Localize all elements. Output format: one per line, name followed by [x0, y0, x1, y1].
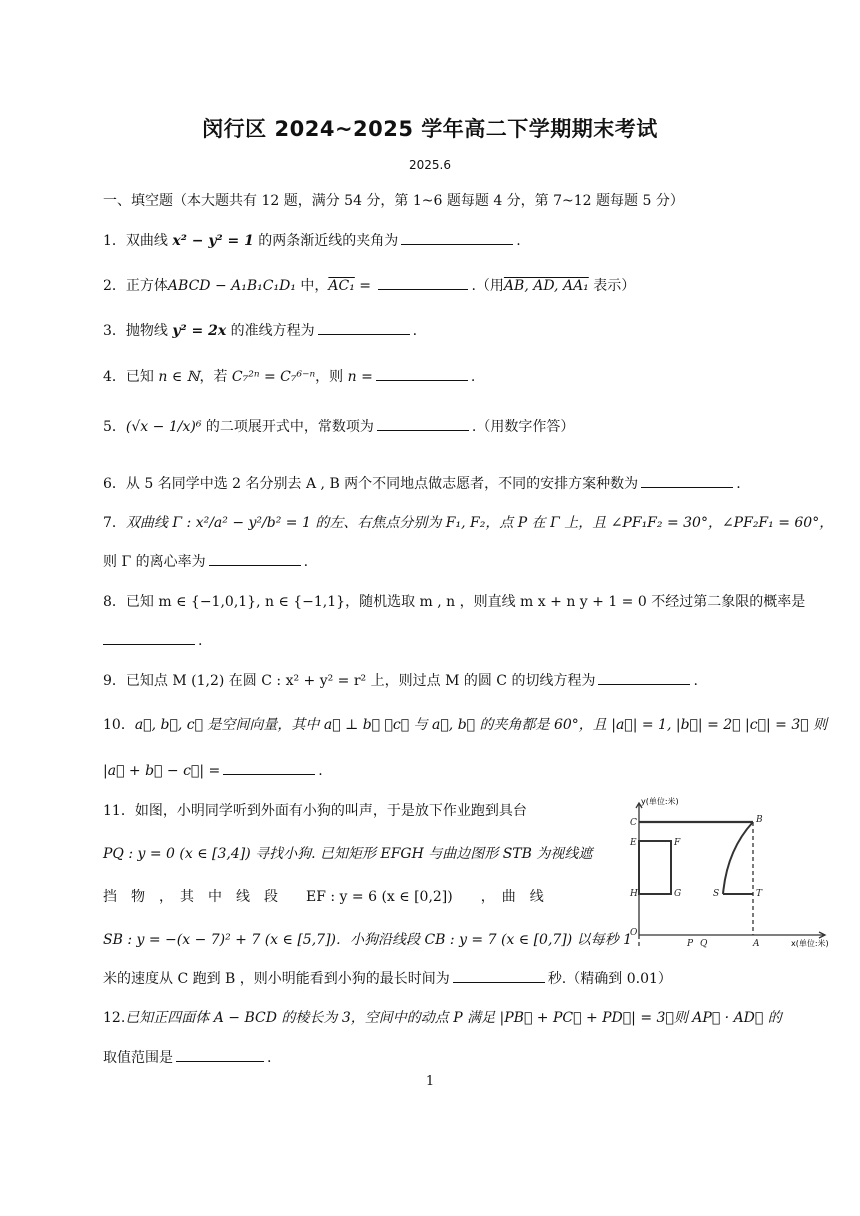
question-12: 12.已知正四面体 A − BCD 的棱长为 3，空间中的动点 P 满足 |PB⃗ + PC⃗ + PD⃗| = 3，则 AP⃗ · AD⃗ 的	[103, 1010, 782, 1026]
question-10-line-2: |a⃗ + b⃗ − c⃗| = .	[103, 760, 323, 779]
answer-blank[interactable]	[598, 670, 690, 685]
answer-blank[interactable]	[209, 551, 301, 566]
question-11-line-5: 米的速度从 C 跑到 B ，则小明能看到小狗的最长时间为 秒.（精确到 0.01）	[103, 968, 672, 988]
answer-blank[interactable]	[378, 275, 468, 290]
point-label-g: G	[674, 889, 682, 899]
question-number: 4．	[103, 369, 126, 385]
point-label-t: T	[756, 889, 763, 899]
question-number: 11．	[103, 803, 135, 819]
point-label-a: A	[753, 939, 760, 949]
question-1: 1．双曲线 x² − y² = 1 的两条渐近线的夹角为 .	[103, 230, 521, 250]
answer-blank[interactable]	[641, 473, 733, 488]
question-7: 7．双曲线 Γ : x²/a² − y²/b² = 1 的左、右焦点分别为 F₁, F₂，点 P 在 Γ 上，且 ∠PF₁F₂ = 30°，∠PF₂F₁ = 60°，	[103, 515, 834, 531]
question-11: 11．如图，小明同学听到外面有小狗的叫声，于是放下作业跑到具台	[103, 803, 527, 819]
question-7-line-2: 则 Γ 的离心率为 .	[103, 551, 308, 571]
question-11-line-2: PQ : y = 0 (x ∈ [3,4]) 寻找小狗. 已知矩形 EFGH 与曲边图形 STB 为视线遮	[103, 846, 593, 862]
sight-line-diagram	[625, 795, 830, 975]
question-4: 4．已知 n ∈ ℕ，若 C₇²ⁿ = C₇⁶⁻ⁿ，则 n = .	[103, 366, 475, 386]
question-8: 8．已知 m ∈ {−1,0,1}, n ∈ {−1,1}，随机选取 m , n ，则直线 m x + n y + 1 = 0 不经过第二象限的概率是	[103, 594, 806, 610]
question-number: 1．	[103, 233, 126, 249]
equation: x² − y² = 1	[172, 233, 254, 249]
answer-blank[interactable]	[377, 416, 469, 431]
answer-blank[interactable]	[453, 968, 545, 983]
question-number: 8．	[103, 594, 126, 610]
question-10: 10．a⃗, b⃗, c⃗ 是空间向量，其中 a⃗ ⊥ b⃗ ，c⃗ 与 a⃗, b⃗ 的夹角都是 60°，且 |a⃗| = 1, |b⃗| = 2， |c⃗| = 3． 则	[103, 717, 828, 733]
question-number: 3．	[103, 323, 126, 339]
question-2: 2．正方体ABCD − A₁B₁C₁D₁ 中，AC₁ = .（用AB, AD, AA₁ 表示）	[103, 275, 635, 295]
point-label-p: P	[687, 939, 694, 949]
point-label-h: H	[630, 889, 638, 899]
question-8-line-2: .	[103, 630, 202, 649]
x-axis-label: x(单位:米)	[791, 939, 829, 948]
answer-blank[interactable]	[318, 320, 410, 335]
page-title: 闵行区 2024~2025 学年高二下学期期末考试	[202, 117, 658, 141]
question-number: 2．	[103, 278, 126, 294]
question-11-line-3: 挡 物 ， 其 中 线 段 EF : y = 6 (x ∈ [0,2]) ， 曲 线	[103, 889, 544, 905]
exam-date: 2025.6	[409, 158, 451, 172]
question-number: 7．	[103, 515, 126, 531]
question-number: 12.	[103, 1010, 126, 1026]
point-label-q: Q	[700, 939, 708, 949]
point-label-e: E	[630, 838, 637, 848]
answer-blank[interactable]	[401, 230, 513, 245]
point-label-f: F	[674, 838, 681, 848]
binomial-expression: (√x − 1/x)⁶	[125, 419, 202, 435]
question-number: 9．	[103, 673, 126, 689]
y-axis-label: y(单位:米)	[641, 797, 679, 806]
question-number: 5．	[103, 419, 126, 435]
question-11-line-4: SB : y = −(x − 7)² + 7 (x ∈ [5,7])．小狗沿线段 CB : y = 7 (x ∈ [0,7]) 以每秒 1	[103, 932, 633, 948]
question-5: 5．(√x − 1/x)⁶ 的二项展开式中，常数项为 .（用数字作答）	[103, 416, 574, 436]
answer-blank[interactable]	[376, 366, 468, 381]
question-number: 10．	[103, 717, 135, 733]
answer-blank[interactable]	[176, 1047, 264, 1062]
point-label-b: B	[756, 815, 763, 825]
question-3: 3．抛物线 y² = 2x 的准线方程为 .	[103, 320, 417, 340]
question-number: 6．	[103, 476, 126, 492]
point-label-s: S	[713, 889, 720, 899]
question-12-line-2: 取值范围是 .	[103, 1047, 271, 1067]
question-6: 6．从 5 名同学中选 2 名分别去 A , B 两个不同地点做志愿者，不同的安排方案种数为 .	[103, 473, 741, 493]
section-heading: 一、填空题（本大题共有 12 题，满分 54 分，第 1~6 题每题 4 分，第 7~12 题每题 5 分）	[103, 193, 684, 209]
answer-blank[interactable]	[223, 760, 315, 775]
point-label-c: C	[630, 818, 637, 828]
point-label-o: O	[630, 928, 638, 938]
answer-blank[interactable]	[103, 630, 195, 645]
question-9: 9．已知点 M (1,2) 在圆 C : x² + y² = r² 上，则过点 M 的圆 C 的切线方程为 .	[103, 670, 698, 690]
page-number: 1	[425, 1074, 435, 1089]
